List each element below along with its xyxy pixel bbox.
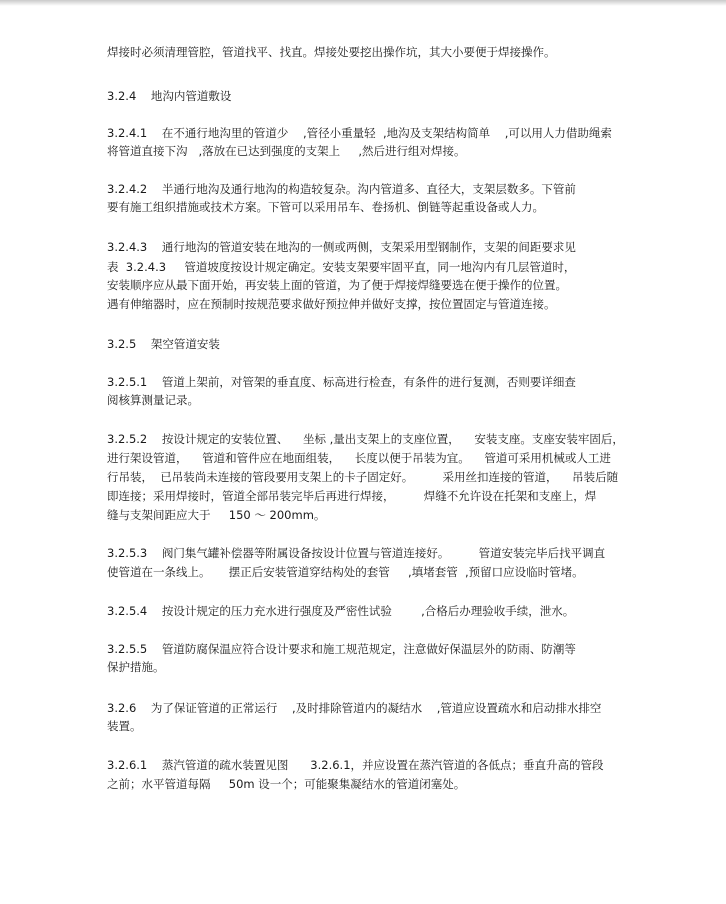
text-line: 进行架设管道， 管道和管件应在地面组装， 长度以便于吊装为宜。 管道可采用机械或人工进: [107, 451, 611, 465]
text-line: 3.2.5.5 管道防腐保温应符合设计要求和施工规范规定，注意做好保温层外的防雨、防潮等: [107, 642, 576, 656]
text-line: 保护措施。: [107, 660, 165, 674]
text-line: 3.2.5.2 按设计规定的安装位置、 坐标 ,量出支架上的支座位置， 安装支座。支座安装牢固后，: [107, 432, 624, 446]
text-line: 3.2.5.3 阀门集气罐补偿器等附属设备按设计位置与管道连接好。 管道安装完毕后找平调直: [107, 546, 606, 560]
text-line: 遇有伸缩器时，应在预制时按规范要求做好预拉伸并做好支撑，按位置固定与管道连接。: [107, 297, 556, 311]
text-line: 行吊装， 已吊装尚未连接的管段要用支架上的卡子固定好。 采用丝扣连接的管道， 吊装后随: [107, 470, 619, 484]
text-line: 要有施工组织措施或技术方案。下管可以采用吊车、卷扬机、倒链等起重设备或人力。: [107, 200, 544, 214]
text-line: 将管道直接下沟 ,落放在已达到强度的支架上 ,然后进行组对焊接。: [107, 144, 466, 158]
section-heading-3-2-4: 3.2.4 地沟内管道敷设: [107, 89, 232, 103]
text-line: 安装顺序应从最下面开始，再安装上面的管道，为了便于焊接焊缝要选在便于操作的位置。: [107, 278, 567, 292]
text-line: 缝与支架间距应大于 150 ～ 200mm。: [107, 508, 326, 522]
text-line: 3.2.4.2 半通行地沟及通行地沟的构造较复杂。沟内管道多、直径大，支架层数多。下管前: [107, 182, 576, 196]
text-line: 即连接；采用焊接时，管道全部吊装完毕后再进行焊接， 焊缝不允许设在托架和支座上，焊: [107, 489, 597, 503]
text-line: 3.2.5.1 管道上架前，对管架的垂直度、标高进行检查，有条件的进行复测，否则要详细查: [107, 375, 576, 389]
text-line: 3.2.4.3 通行地沟的管道安装在地沟的一侧或两侧，支架采用型钢制作，支架的间距要求见: [107, 240, 576, 254]
text-line: 焊接时必须清理管腔，管道找平、找直。焊接处要挖出操作坑，其大小要便于焊接操作。: [107, 45, 556, 59]
text-line: 3.2.5.4 按设计规定的压力充水进行强度及严密性试验 ,合格后办理验收手续，泄水。: [107, 604, 575, 618]
text-line: 之前；水平管道每隔 50m 设一个；可能聚集凝结水的管道闭塞处。: [107, 777, 466, 791]
text-line: 表 3.2.4.3 管道坡度按设计规定确定。安装支架要牢固平直，同一地沟内有几层管道时，: [107, 260, 576, 274]
text-line: 使管道在一条线上。 摆正后安装管道穿结构处的套管 ,填堵套管 ,预留口应设临时管堵。: [107, 565, 584, 579]
text-line: 装置。: [107, 719, 142, 733]
text-line: 3.2.6.1 蒸汽管道的疏水装置见图 3.2.6.1，并应设置在蒸汽管道的各低点；垂直升高的管段: [107, 758, 604, 772]
text-line: 3.2.6 为了保证管道的正常运行 ,及时排除管道内的凝结水 ,管道应设置疏水和启动排水排空: [107, 701, 602, 715]
text-line: 3.2.4.1 在不通行地沟里的管道少 ,管径小重量轻 ,地沟及支架结构简单 ,可以用人力借助绳索: [107, 126, 612, 140]
section-heading-3-2-5: 3.2.5 架空管道安装: [107, 337, 220, 351]
text-line: 阅核算测量记录。: [107, 393, 199, 407]
